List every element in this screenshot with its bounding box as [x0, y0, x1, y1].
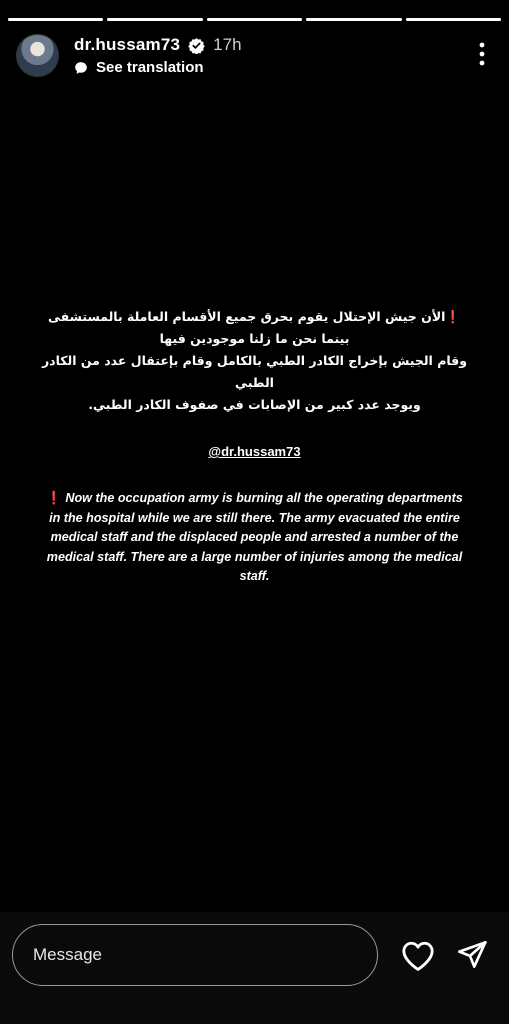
heart-icon[interactable]: [401, 940, 435, 972]
story-progress-segment: [207, 18, 302, 21]
see-translation-label: See translation: [96, 59, 204, 76]
see-translation-button[interactable]: [74, 59, 204, 76]
reply-bar: [0, 912, 509, 1024]
username[interactable]: dr.hussam73: [74, 35, 181, 54]
arabic-text: ❗الأن جيش الإحتلال يقوم بحرق جميع الأقسام العاملة بالمستشفى بينما نحن ما زلنا موجودين فيها وقام الجيش بإخراج الكادر الطبي بالكامل وقام بإعتقال عدد من الكادر الطبي ويوجد عدد كبير من الإصابات في صفوف الكادر الطبي.: [41, 309, 468, 412]
english-text: [40, 489, 469, 587]
post-time: 17h: [213, 35, 242, 54]
more-vertical-icon[interactable]: [479, 42, 485, 66]
story-progress-segment: [8, 18, 103, 21]
user-row: [74, 34, 242, 56]
exclamation-icon: ❗: [46, 491, 62, 505]
translate-bubble-icon: [74, 61, 88, 75]
story-progress-segment: [107, 18, 202, 21]
story-progress-segment: [406, 18, 501, 21]
send-icon[interactable]: [456, 939, 488, 971]
avatar[interactable]: [16, 34, 59, 77]
message-input[interactable]: [12, 924, 378, 986]
story-content: [40, 306, 469, 587]
mention-link[interactable]: @dr.hussam73: [208, 444, 301, 459]
story-header: [16, 34, 493, 78]
verified-badge-icon: [188, 37, 205, 54]
english-body: Now the occupation army is burning all the operating departments in the hospital while we are still there. The army evacuated the entire medical staff and the displaced people and arrested a number of the medical staff. There are a large number of injuries among the medical staff.: [46, 491, 463, 583]
story-progress-segment: [306, 18, 401, 21]
story-progress-bar: [8, 18, 501, 21]
